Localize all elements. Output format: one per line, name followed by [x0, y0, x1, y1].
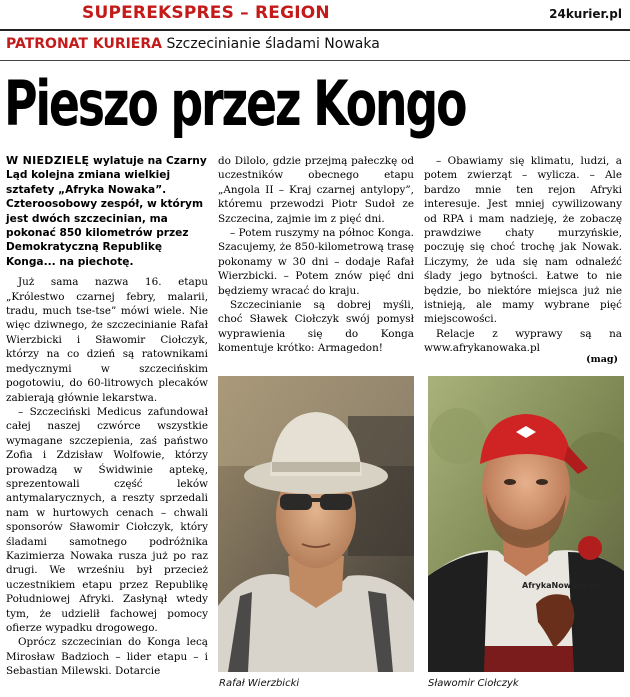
photo-rafal-wierzbicki — [218, 376, 414, 672]
paragraph: – Potem ruszymy na północ Konga. Szacujemy, że 850-kilometrową trasę pokonamy w 30 dni – dodaje Rafał Wierzbicki. – Potem znów pięć dni będziemy wracać do kraju. — [218, 227, 414, 297]
paragraph: do Dilolo, gdzie przejmą pałeczkę od uczestników obecnego etapu „Angola II – Kraj czarnej antylopy”, któremu przewodzi Piotr Sudoł ze Szczecina, zajmie im z pięć dni. — [218, 155, 414, 225]
photo-caption-right: Sławomir Ciołczyk — [428, 678, 519, 689]
paragraph: – Szczeciński Medicus zafundował całej naszej czwórce wszystkie wymagane szczepienia, zaś państwo Zofia i Zdzisław Wolfowie, którzy prowadzą w Świdwinie aptekę, sprezentowali część leków antymalarycznych, a reszty sprzedali nam w hurtowych cenach – chwali sponsorów Sławomir Ciołczyk, który śladami samotnego podróżnika Kazimierza Nowaka rusza już po raz drugi. We wrześniu był przecież uczestnikiem etapu przez Republikę Południowej Afryki. Zasłynął wtedy tym, że udzielił fachowej pomocy ofierze wypadku drogowego. — [6, 405, 208, 634]
lead-paragraph — [6, 154, 208, 269]
paragraph: Szczecinianie są dobrej myśli, choć Sławek Ciołczyk swój pomysł wyprawienia się do Konga komentuje krótko: Armagedon! — [218, 299, 414, 355]
patronat-label: PATRONAT KURIERA — [6, 36, 162, 52]
kicker-rule — [0, 60, 630, 61]
headline: Pieszo przez Kongo — [4, 67, 466, 140]
paragraph: Już sama nazwa 16. etapu „Królestwo czarnej febry, malarii, tradu, much tse-tse” mówi wiele. Nie więc dziwnego, że szczecinianie Rafał Wierzbicki i Sławomir Ciołczyk, którzy na co dzień są ratownikami medycznymi w szczecińskim pogotowiu, do 60-litrowych plecaków zabierają głównie lekarstwa. — [6, 276, 208, 404]
paragraph: Oprócz szczecinian do Konga lecą Mirosław Badzioch – lider etapu – i Sebastian Milewski. Dotarcie — [6, 636, 208, 678]
article-column-3 — [424, 154, 622, 356]
article-column-1 — [6, 154, 208, 679]
top-rule — [0, 29, 630, 31]
paragraph: – Obawiamy się klimatu, ludzi, a potem zwierząt – wylicza. – Ale bardzo mnie ten rejon Afryki interesuje. Jest mniej cywilizowany od RPA i mam nadzieję, że zobaczę prawdziwe chaty murzyńskie, poczuję się choć trochę jak Nowak. Liczymy, że uda się nam odnaleźć ślady jego bytności. Łatwe to nie będzie, bo niektóre miejsca już nie istnieją, ale mamy wybrane pięć miejscowości. — [424, 155, 622, 326]
article-column-2 — [218, 154, 414, 356]
byline: (mag) — [586, 354, 618, 365]
site-url[interactable]: 24kurier.pl — [549, 7, 622, 21]
photo-caption-left: Rafał Wierzbicki — [219, 678, 300, 689]
lead-text: wylatuje na Czarny Ląd kolejna zmiana wielkiej sztafety „Afryka Nowaka”. Czteroosobowy zespół, w którym jest dwóch szczecinian, ma pokonać 850 kilometrów przez Demokratyczną Republikę Konga... na piechotę. — [6, 155, 207, 268]
photo-slawomir-ciolczyk — [428, 376, 624, 672]
paragraph: Relacje z wyprawy są na www.afrykanowaka.pl — [424, 327, 622, 355]
top-bar — [0, 0, 630, 28]
portrait-illustration-1 — [218, 376, 414, 672]
kicker-topic: Szczecinianie śladami Nowaka — [166, 36, 380, 52]
portrait-illustration-2 — [428, 376, 624, 672]
kicker — [6, 36, 380, 52]
section-title: SUPEREKSPRES – REGION — [82, 3, 330, 23]
shirt-text: AfrykaNowaka.pl — [522, 581, 599, 590]
lead-day: W NIEDZIELĘ — [6, 154, 90, 167]
